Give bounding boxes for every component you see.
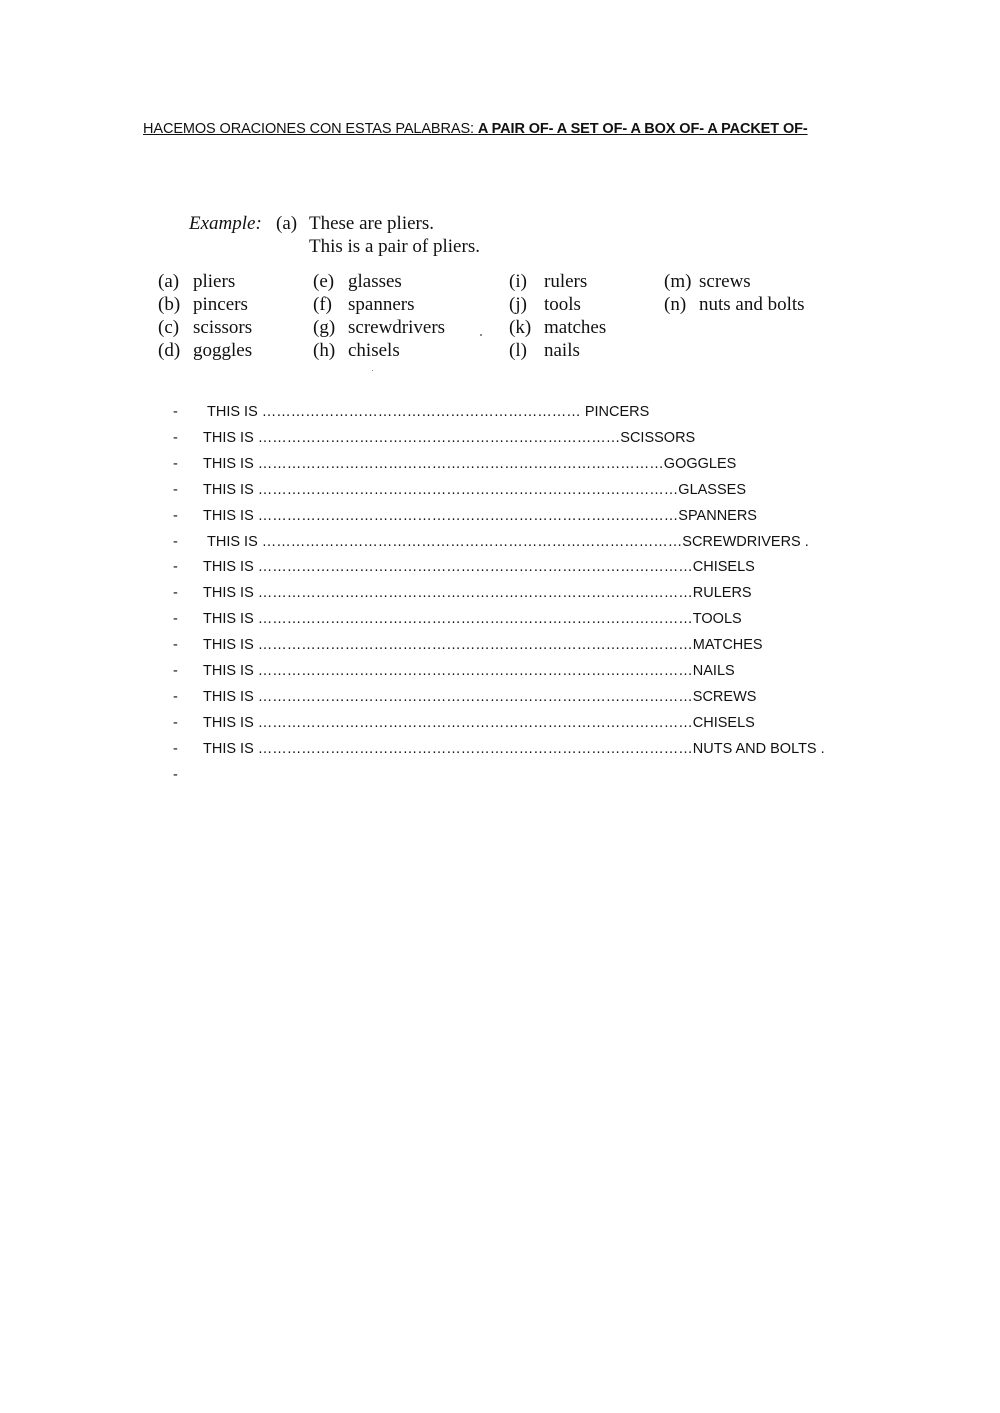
- example-sentence-1: These are pliers.: [309, 213, 435, 234]
- heading-bold: A PAIR OF- A SET OF- A BOX OF- A PACKET OF-: [477, 121, 808, 137]
- exercise-text: THIS IS ……………………………………………………………………………GLASSES: [203, 482, 746, 498]
- bullet-dash: -: [173, 508, 178, 524]
- word-letter: (k): [509, 317, 532, 338]
- word-letter: (h): [313, 340, 336, 361]
- word-text: pliers: [193, 271, 236, 292]
- word-text: spanners: [348, 294, 415, 315]
- word-text: tools: [544, 294, 581, 315]
- word-text: screwdrivers: [348, 317, 446, 338]
- exercise-text: THIS IS ………………………………………………………………………………NUTS AND BOLTS .: [203, 741, 825, 757]
- bullet-dash: -: [173, 404, 178, 420]
- word-text: goggles: [193, 340, 253, 361]
- bullet-dash: -: [173, 715, 178, 731]
- exercise-text: THIS IS ……………………………………………………………………………SPANNERS: [203, 508, 757, 524]
- bullet-dash: -: [173, 663, 178, 679]
- exercise-text: THIS IS ………………………………………………………… PINCERS: [207, 404, 650, 420]
- word-text: nails: [544, 340, 580, 361]
- bullet-dash: -: [173, 430, 178, 446]
- word-letter: (f): [313, 294, 332, 315]
- bullet-dash: -: [173, 767, 178, 783]
- word-letter: (m): [664, 271, 692, 292]
- heading-plain: HACEMOS ORACIONES CON ESTAS PALABRAS:: [143, 121, 478, 137]
- word-text: pincers: [193, 294, 248, 315]
- bullet-dash: -: [173, 689, 178, 705]
- exercise-text: THIS IS …………………………………………………………………………GOGGLES: [203, 456, 737, 472]
- word-text: rulers: [544, 271, 588, 292]
- word-text: chisels: [348, 340, 400, 361]
- exercise-text: THIS IS ………………………………………………………………………………SCREWS: [203, 689, 757, 705]
- word-text: glasses: [348, 271, 402, 292]
- exercise-text: THIS IS ………………………………………………………………………………MATCHES: [203, 637, 763, 653]
- bullet-dash: -: [173, 585, 178, 601]
- bullet-dash: -: [173, 482, 178, 498]
- exercise-text: THIS IS ……………………………………………………………………………SCREWDRIVERS .: [207, 534, 809, 550]
- word-letter: (g): [313, 317, 336, 338]
- word-letter: (l): [509, 340, 527, 361]
- exercise-text: THIS IS …………………………………………………………………SCISSORS: [203, 430, 696, 446]
- exercise-text: THIS IS ………………………………………………………………………………RULERS: [203, 585, 752, 601]
- word-text: nuts and bolts: [699, 294, 805, 315]
- word-letter: (n): [664, 294, 687, 315]
- bullet-dash: -: [173, 559, 178, 575]
- word-text: scissors: [193, 317, 253, 338]
- word-letter: (d): [158, 340, 181, 361]
- bullet-dash: -: [173, 741, 178, 757]
- word-letter: (c): [158, 317, 180, 338]
- exercise-text: THIS IS ………………………………………………………………………………CHISELS: [203, 715, 755, 731]
- bullet-dash: -: [173, 637, 178, 653]
- word-letter: (j): [509, 294, 527, 315]
- exercise-text: THIS IS ………………………………………………………………………………CHISELS: [203, 559, 755, 575]
- exercise-text: THIS IS ………………………………………………………………………………TOOLS: [203, 611, 742, 627]
- word-letter: (a): [158, 271, 180, 292]
- word-text: screws: [699, 271, 751, 292]
- example-letter: (a): [276, 213, 298, 234]
- bullet-dash: -: [173, 611, 178, 627]
- example-sentence-2: This is a pair of pliers.: [309, 236, 480, 257]
- example-label: Example:: [189, 213, 262, 234]
- bullet-dash: -: [173, 456, 178, 472]
- exercise-text: THIS IS ………………………………………………………………………………NAILS: [203, 663, 735, 679]
- bullet-dash: -: [173, 534, 178, 550]
- word-text: matches: [544, 317, 607, 338]
- word-letter: (b): [158, 294, 181, 315]
- word-letter: (i): [509, 271, 527, 292]
- word-letter: (e): [313, 271, 335, 292]
